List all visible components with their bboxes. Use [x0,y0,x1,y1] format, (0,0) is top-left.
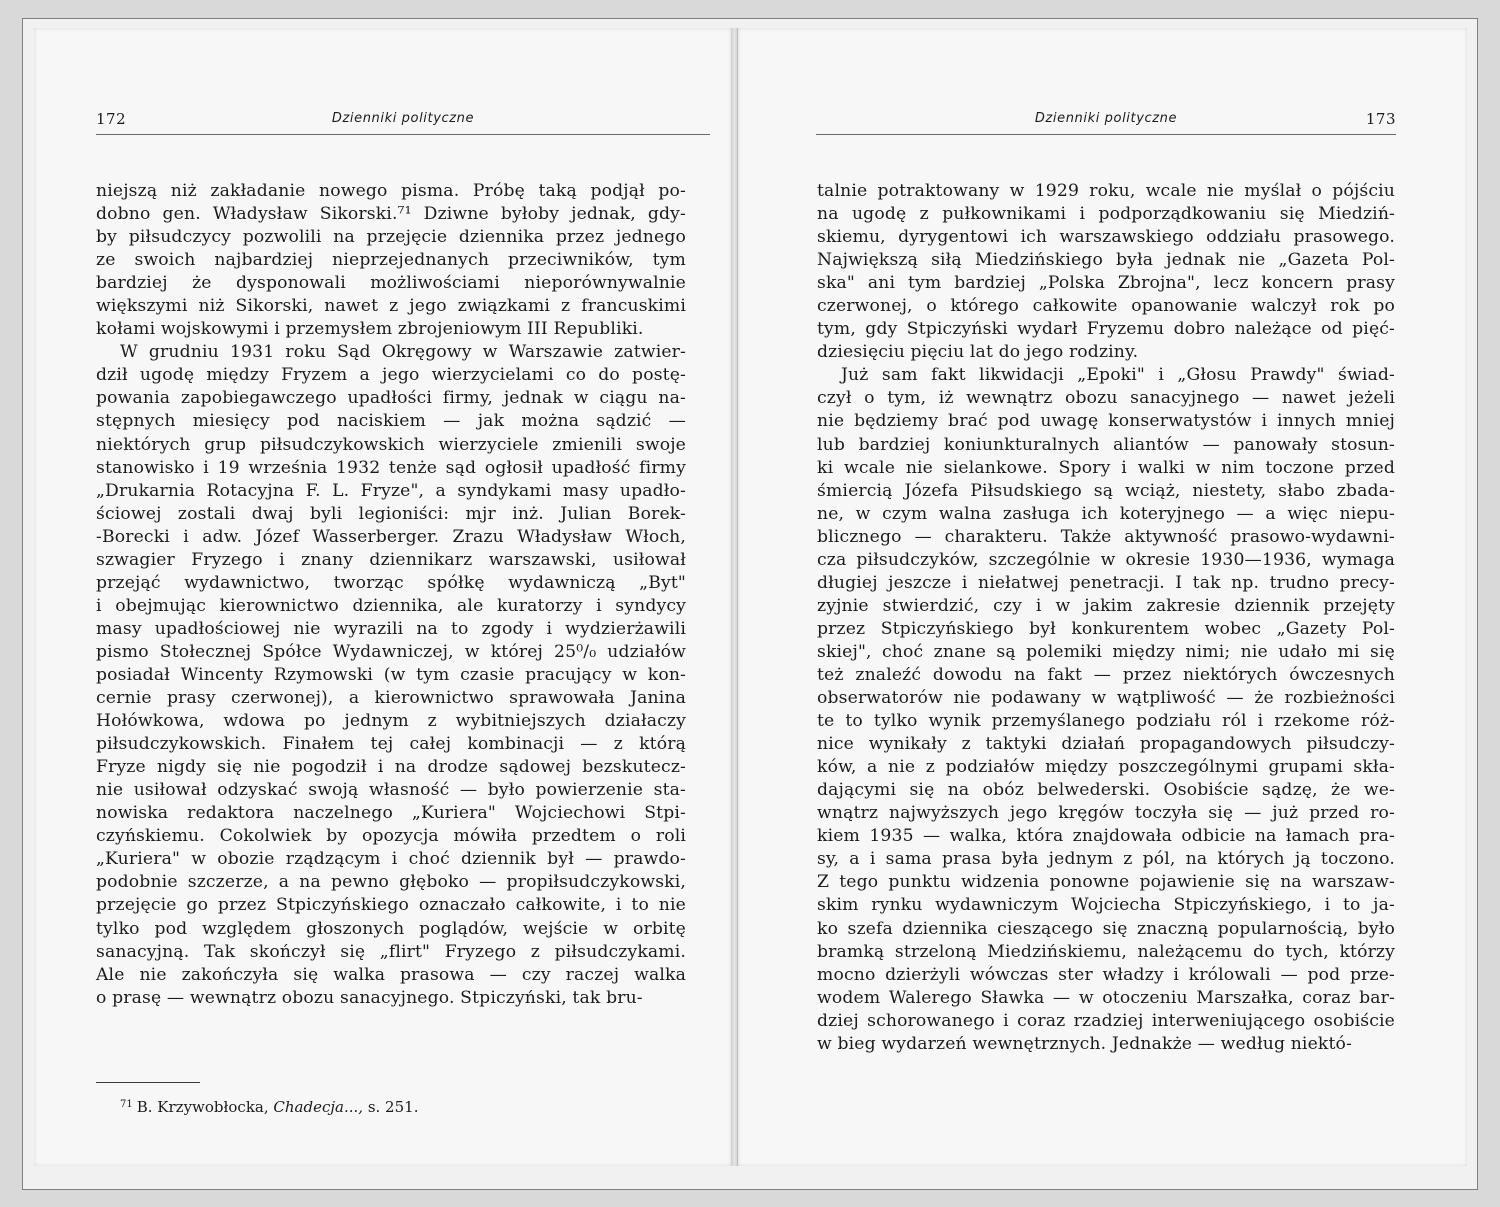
text-line: ściowej zostali dwaj byli legioniści: mjr inż. Julian Borek- [96,503,686,524]
text-line: wodem Walerego Sławka — w otoczeniu Marszałka, coraz bar- [817,987,1395,1008]
left-body-text [96,180,686,1010]
text-line: dziej schorowanego i coraz rzadziej interweniującego osobiście [817,1010,1395,1031]
text-line: skim rynku wydawniczym Wojciecha Stpiczyńskiego, i to ja- [817,895,1395,916]
text-line: szwagier Fryzego i znany dziennikarz warszawski, usiłował [96,549,686,570]
text-line: Hołówkowa, wdowa po jednym z wybitniejszych działaczy [96,711,686,732]
text-line: śmiercią Józefa Piłsudskiego są wciąż, niestety, słabo zbada- [817,480,1395,501]
text-line: większymi niż Sikorski, nawet z jego związkami z francuskimi [96,296,686,317]
header-rule [816,134,1396,135]
text-line: na ugodę z pułkownikami i podporządkowaniu się Miedziń- [817,204,1395,225]
text-line: skiemu, dyrygentowi ich warszawskiego oddziału prasowego. [817,227,1395,248]
text-line: wnątrz najwyższych jego kręgów toczyła się — już przed ro- [817,803,1395,824]
text-line: sanacyjną. Tak skończył się „flirt" Fryzego z piłsudczykami. [96,941,686,962]
text-line: „Drukarnia Rotacyjna F. L. Fryze", a syndykami masy upadło- [96,480,686,501]
text-line: lub bardziej koniunkturalnych aliantów — panowały stosun- [817,434,1395,455]
text-line: skiej", choć znane są polemiki między nimi; nie udało mi się [817,641,1395,662]
running-title: Dzienniki polityczne [1034,111,1178,126]
text-line: nie usiłował odzyskać swoją własność — było powierzenie sta- [96,780,686,801]
text-line: niektórych grup piłsudczykowskich wierzyciele zmienili swoje [96,434,686,455]
text-line: ków, a nie z podziałów między poszczególnymi grupami skła- [817,757,1395,778]
text-line: i obejmując kierownictwo dziennika, ale kuratorzy i syndycy [96,595,686,616]
text-line: Największą siłą Miedzińskiego była jednak nie „Gazeta Pol- [817,250,1395,271]
right-page [737,28,1467,1166]
text-line: cernie prasy czerwonej), a kierownictwo sprawowała Janina [96,688,686,709]
footnote-number: 71 [120,1099,133,1110]
text-line: dającymi się na obóz belwederski. Osobiście sądzę, że we- [817,780,1395,801]
footnote [120,1098,418,1116]
left-page-header [96,108,710,136]
text-line: te to tylko wynik przemyślanego podziału ról i rzekome róż- [817,711,1395,732]
text-line: też znaleźć dowodu na fakt — przez niektórych ówczesnych [817,664,1395,685]
text-line: by piłsudczycy pozwolili na przejęcie dziennika przez jednego [96,227,686,248]
text-line: blicznego — charakteru. Także aktywność prasowo-wydawni- [817,526,1395,547]
text-line: pismo Stołecznej Spółce Wydawniczej, w której 25⁰/₀ udziałów [96,641,686,662]
text-line: przejęcie go przez Stpiczyńskiego oznaczało całkowite, i to nie [96,895,686,916]
text-line: przejąć wydawnictwo, tworząc spółkę wydawniczą „Byt" [96,572,686,593]
text-line: obserwatorów nie podawany w wątpliwość — że rozbieżności [817,688,1395,709]
footnote-author: B. Krzywobłocka, [136,1098,269,1116]
text-line: ko szefa dziennika cieszącego się znaczną popularnością, było [817,918,1395,939]
text-line: dził ugodę między Fryzem a jego wierzycielami co do postę- [96,365,686,386]
text-line: o prasę — wewnątrz obozu sanacyjnego. Stpiczyński, tak bru- [96,987,643,1008]
text-line: zyjnie stwierdzić, czy i w jakim zakresie dziennik przejęty [817,595,1395,616]
text-line: nie będziemy brać pod uwagę konserwatystów i innych mniej [817,411,1395,432]
text-line: Fryze nigdy się nie pogodził i na drodze sądowej bezskutecz- [96,757,686,778]
text-line: tym, gdy Stpiczyński wydarł Fryzemu dobro należące od pięć- [817,319,1395,340]
text-line: W grudniu 1931 roku Sąd Okręgowy w Warszawie zatwier- [120,342,686,363]
right-page-header [816,108,1396,136]
text-line: Z tego punktu widzenia ponowne pojawienie się na warszaw- [817,872,1395,893]
text-line: podobnie szczerze, a na pewno głęboko — propiłsudczykowski, [96,872,686,893]
text-line: dziesięciu pięciu lat do jego rodziny. [817,342,1139,363]
text-line: talnie potraktowany w 1929 roku, wcale nie myślał o pójściu [817,181,1395,201]
text-line: ze swoich najbardziej nieprzejednanych przeciwników, tym [96,250,686,271]
text-line: nice wynikały z taktyki działań propagandowych piłsudczy- [817,734,1395,755]
text-line: ska" ani tym bardziej „Polska Zbrojna", lecz koncern prasy [817,273,1395,294]
text-line: nowiska redaktora naczelnego „Kuriera" Wojciechowi Stpi- [96,803,686,824]
text-line: kołami wojskowymi i przemysłem zbrojeniowym III Republiki. [96,319,644,340]
left-page [34,28,732,1166]
text-line: masy upadłościowej nie wyrazili na to zgody i wydzierżawili [96,618,686,639]
footnote-page: s. 251. [367,1098,419,1116]
text-line: bramką strzeloną Miedzińskiemu, należącemu do tych, którzy [817,941,1395,962]
text-line: ki wcale nie sielankowe. Spory i walki w nim toczone przed [817,457,1395,478]
running-title: Dzienniki polityczne [331,111,475,126]
text-line: czyńskiemu. Cokolwiek by opozycja mówiła przedtem o roli [96,826,686,847]
footnote-rule [96,1082,200,1083]
text-line: stanowisko i 19 września 1932 tenże sąd ogłosił upadłość firmy [96,457,686,478]
text-line: powania zapobiegawczego upadłości firmy, jednak w ciągu na- [96,388,686,409]
text-line: czył o tym, iż wewnątrz obozu sanacyjnego — nawet jeżeli [817,388,1395,409]
footnote-work: Chadecja..., [273,1098,364,1116]
text-line: bardziej że dysponowali możliwościami nieporównywalnie [96,273,686,294]
text-line: „Kuriera" w obozie rządzącym i choć dziennik był — prawdo- [96,849,686,870]
text-line: kiem 1935 — walka, która znajdowała odbicie na łamach pra- [817,826,1395,847]
page-number: 172 [96,110,127,128]
text-line: Ale nie zakończyła się walka prasowa — czy raczej walka [96,964,686,985]
text-line: czerwonej, o którego całkowite opanowanie walczył rok po [817,296,1395,317]
text-line: ne, w czym walna zasługa ich koteryjnego — a więc niepu- [817,503,1395,524]
text-line: dobno gen. Władysław Sikorski.⁷¹ Dziwne byłoby jednak, gdy- [96,204,686,225]
text-line: stępnych miesięcy pod naciskiem — jak można sądzić — [96,411,686,432]
right-body-text [817,180,1395,1056]
text-line: posiadał Wincenty Rzymowski (w tym czasie pracujący w kon- [96,664,686,685]
text-line: niejszą niż zakładanie nowego pisma. Próbę taką podjął po- [96,181,686,201]
text-line: Już sam fakt likwidacji „Epoki" i „Głosu Prawdy" świad- [841,365,1395,386]
text-line: przez Stpiczyńskiego był konkurentem wobec „Gazety Pol- [817,618,1395,639]
text-line: -Borecki i adw. Józef Wasserberger. Zrazu Władysław Włoch, [96,526,686,547]
text-line: sy, a i sama prasa była jednym z pól, na których ją toczono. [817,849,1395,870]
text-line: mocno dzierżyli wówczas ster władzy i królowali — pod prze- [817,964,1395,985]
text-line: cza piłsudczyków, szczególnie w okresie 1930—1936, wymaga [817,549,1395,570]
text-line: tylko pod względem głoszonych poglądów, wejście w orbitę [96,918,686,939]
header-rule [96,134,710,135]
text-line: piłsudczykowskich. Finałem tej całej kombinacji — z którą [96,734,686,755]
text-line: długiej jeszcze i niełatwej penetracji. I tak np. trudno precy- [817,572,1395,593]
page-number: 173 [1365,110,1396,128]
text-line: w bieg wydarzeń wewnętrznych. Jednakże — według niektó- [817,1033,1352,1054]
